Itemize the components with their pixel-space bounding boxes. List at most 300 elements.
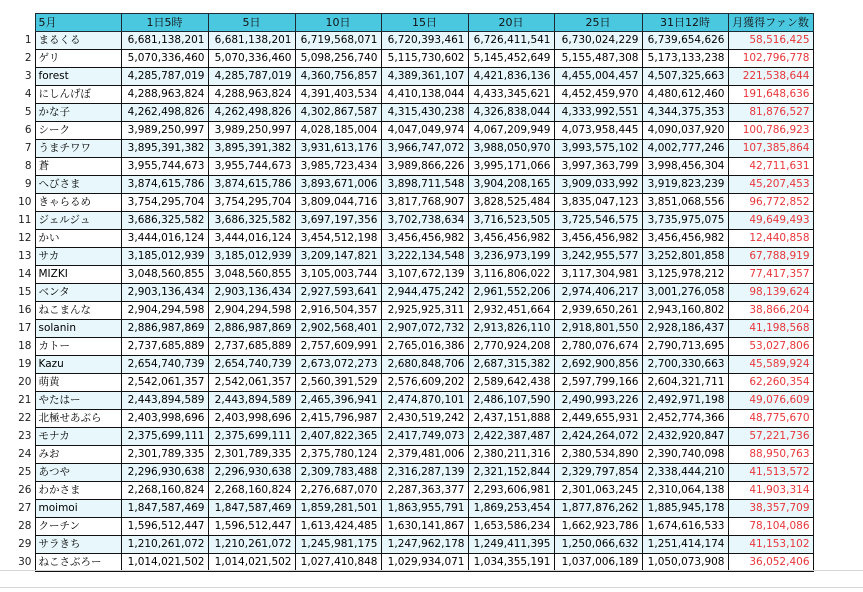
fan-count-cell[interactable]: 1,877,876,262 <box>554 500 642 518</box>
fan-count-cell[interactable]: 3,001,276,058 <box>642 284 728 302</box>
fan-count-cell[interactable]: 1,653,586,234 <box>468 518 554 536</box>
fan-count-cell[interactable]: 3,125,978,212 <box>642 266 728 284</box>
fan-count-cell[interactable]: 2,316,287,139 <box>381 464 468 482</box>
player-name-cell[interactable]: サカ <box>35 248 121 266</box>
fan-count-cell[interactable]: 3,185,012,939 <box>208 248 295 266</box>
fan-count-cell[interactable]: 2,268,160,824 <box>121 482 208 500</box>
fan-count-cell[interactable]: 6,681,138,201 <box>208 32 295 50</box>
fan-count-cell[interactable]: 1,249,411,395 <box>468 536 554 554</box>
row-number[interactable]: 9 <box>0 176 35 194</box>
fan-count-cell[interactable]: 3,716,523,505 <box>468 212 554 230</box>
player-name-cell[interactable]: かな子 <box>35 104 121 122</box>
fan-count-cell[interactable]: 5,070,336,460 <box>208 50 295 68</box>
fan-count-cell[interactable]: 2,329,797,854 <box>554 464 642 482</box>
monthly-fans-cell[interactable]: 57,221,736 <box>728 428 813 446</box>
fan-count-cell[interactable]: 4,315,430,238 <box>381 104 468 122</box>
fan-count-cell[interactable]: 1,885,945,178 <box>642 500 728 518</box>
fan-count-cell[interactable]: 1,662,923,786 <box>554 518 642 536</box>
fan-count-cell[interactable]: 6,730,024,229 <box>554 32 642 50</box>
fan-count-cell[interactable]: 2,296,930,638 <box>121 464 208 482</box>
fan-count-cell[interactable]: 3,697,197,356 <box>295 212 381 230</box>
fan-count-cell[interactable]: 2,390,740,098 <box>642 446 728 464</box>
fan-count-cell[interactable]: 3,895,391,382 <box>121 140 208 158</box>
monthly-fans-cell[interactable]: 49,076,609 <box>728 392 813 410</box>
fan-count-cell[interactable]: 2,903,136,434 <box>121 284 208 302</box>
row-number[interactable]: 27 <box>0 500 35 518</box>
row-number[interactable]: 11 <box>0 212 35 230</box>
fan-count-cell[interactable]: 4,410,138,044 <box>381 86 468 104</box>
fan-count-cell[interactable]: 3,456,456,982 <box>554 230 642 248</box>
monthly-fans-cell[interactable]: 88,950,763 <box>728 446 813 464</box>
fan-count-cell[interactable]: 2,268,160,824 <box>208 482 295 500</box>
monthly-fans-cell[interactable]: 107,385,864 <box>728 140 813 158</box>
fan-count-cell[interactable]: 3,444,016,124 <box>121 230 208 248</box>
monthly-fans-cell[interactable]: 41,903,314 <box>728 482 813 500</box>
fan-count-cell[interactable]: 3,909,033,992 <box>554 176 642 194</box>
fan-count-cell[interactable]: 4,333,992,551 <box>554 104 642 122</box>
fan-count-cell[interactable]: 3,048,560,855 <box>121 266 208 284</box>
fan-count-cell[interactable]: 3,117,304,981 <box>554 266 642 284</box>
fan-count-cell[interactable]: 2,886,987,869 <box>121 320 208 338</box>
fan-count-cell[interactable]: 2,380,534,890 <box>554 446 642 464</box>
player-name-cell[interactable]: うまチワワ <box>35 140 121 158</box>
fan-count-cell[interactable]: 3,931,613,176 <box>295 140 381 158</box>
fan-count-cell[interactable]: 1,014,021,502 <box>208 554 295 572</box>
monthly-fans-cell[interactable]: 41,513,572 <box>728 464 813 482</box>
fan-count-cell[interactable]: 2,916,504,357 <box>295 302 381 320</box>
fan-count-cell[interactable]: 3,725,546,575 <box>554 212 642 230</box>
fan-count-cell[interactable]: 3,966,747,072 <box>381 140 468 158</box>
fan-count-cell[interactable]: 2,943,160,802 <box>642 302 728 320</box>
column-header[interactable]: 月獲得ファン数 <box>728 14 813 32</box>
fan-count-cell[interactable]: 3,735,975,075 <box>642 212 728 230</box>
fan-count-cell[interactable]: 2,492,971,198 <box>642 392 728 410</box>
fan-count-cell[interactable]: 2,932,451,664 <box>468 302 554 320</box>
fan-count-cell[interactable]: 2,474,870,101 <box>381 392 468 410</box>
fan-count-cell[interactable]: 3,105,003,744 <box>295 266 381 284</box>
row-number[interactable]: 14 <box>0 266 35 284</box>
fan-count-cell[interactable]: 3,874,615,786 <box>208 176 295 194</box>
monthly-fans-cell[interactable]: 78,104,086 <box>728 518 813 536</box>
fan-count-cell[interactable]: 2,375,699,111 <box>121 428 208 446</box>
fan-count-cell[interactable]: 2,310,064,138 <box>642 482 728 500</box>
player-name-cell[interactable]: ねこまんな <box>35 302 121 320</box>
monthly-fans-cell[interactable]: 45,589,924 <box>728 356 813 374</box>
monthly-fans-cell[interactable]: 12,440,858 <box>728 230 813 248</box>
fan-count-cell[interactable]: 1,251,414,174 <box>642 536 728 554</box>
monthly-fans-cell[interactable]: 221,538,644 <box>728 68 813 86</box>
player-name-cell[interactable]: サラきち <box>35 536 121 554</box>
fan-count-cell[interactable]: 4,421,836,136 <box>468 68 554 86</box>
fan-count-cell[interactable]: 4,302,867,587 <box>295 104 381 122</box>
fan-count-cell[interactable]: 4,002,777,246 <box>642 140 728 158</box>
fan-count-cell[interactable]: 2,338,444,210 <box>642 464 728 482</box>
fan-count-cell[interactable]: 5,098,256,740 <box>295 50 381 68</box>
fan-count-cell[interactable]: 2,904,294,598 <box>208 302 295 320</box>
fan-count-cell[interactable]: 2,276,687,070 <box>295 482 381 500</box>
fan-count-cell[interactable]: 3,048,560,855 <box>208 266 295 284</box>
fan-count-cell[interactable]: 2,422,387,487 <box>468 428 554 446</box>
row-number[interactable]: 21 <box>0 392 35 410</box>
fan-count-cell[interactable]: 2,301,789,335 <box>121 446 208 464</box>
fan-count-cell[interactable]: 3,222,134,548 <box>381 248 468 266</box>
fan-count-cell[interactable]: 1,630,141,867 <box>381 518 468 536</box>
fan-count-cell[interactable]: 2,737,685,889 <box>121 338 208 356</box>
fan-count-cell[interactable]: 2,918,801,550 <box>554 320 642 338</box>
fan-count-cell[interactable]: 4,285,787,019 <box>121 68 208 86</box>
fan-count-cell[interactable]: 2,301,789,335 <box>208 446 295 464</box>
fan-count-cell[interactable]: 2,961,552,206 <box>468 284 554 302</box>
player-name-cell[interactable]: わかさま <box>35 482 121 500</box>
player-name-cell[interactable]: かい <box>35 230 121 248</box>
monthly-fans-cell[interactable]: 45,207,453 <box>728 176 813 194</box>
monthly-fans-cell[interactable]: 53,027,806 <box>728 338 813 356</box>
fan-count-cell[interactable]: 4,073,958,445 <box>554 122 642 140</box>
fan-count-cell[interactable]: 4,455,004,457 <box>554 68 642 86</box>
fan-count-cell[interactable]: 4,389,361,107 <box>381 68 468 86</box>
column-header[interactable]: 25日 <box>554 14 642 32</box>
row-number[interactable]: 3 <box>0 68 35 86</box>
fan-count-cell[interactable]: 2,944,475,242 <box>381 284 468 302</box>
fan-count-cell[interactable]: 1,050,073,908 <box>642 554 728 572</box>
fan-count-cell[interactable]: 2,925,925,311 <box>381 302 468 320</box>
fan-count-cell[interactable]: 3,998,456,304 <box>642 158 728 176</box>
fan-count-cell[interactable]: 2,700,330,663 <box>642 356 728 374</box>
fan-count-cell[interactable]: 1,596,512,447 <box>208 518 295 536</box>
fan-count-cell[interactable]: 4,344,375,353 <box>642 104 728 122</box>
monthly-fans-cell[interactable]: 96,772,852 <box>728 194 813 212</box>
fan-count-cell[interactable]: 2,907,072,732 <box>381 320 468 338</box>
fan-count-cell[interactable]: 2,486,107,590 <box>468 392 554 410</box>
monthly-fans-cell[interactable]: 38,866,204 <box>728 302 813 320</box>
fan-count-cell[interactable]: 3,754,295,704 <box>208 194 295 212</box>
fan-count-cell[interactable]: 2,293,606,981 <box>468 482 554 500</box>
fan-count-cell[interactable]: 6,719,568,071 <box>295 32 381 50</box>
monthly-fans-cell[interactable]: 38,357,709 <box>728 500 813 518</box>
fan-count-cell[interactable]: 3,993,575,102 <box>554 140 642 158</box>
fan-count-cell[interactable]: 2,430,519,242 <box>381 410 468 428</box>
monthly-fans-cell[interactable]: 102,796,778 <box>728 50 813 68</box>
player-name-cell[interactable]: ゲリ <box>35 50 121 68</box>
fan-count-cell[interactable]: 5,173,133,238 <box>642 50 728 68</box>
fan-count-cell[interactable]: 5,145,452,649 <box>468 50 554 68</box>
row-number[interactable]: 25 <box>0 464 35 482</box>
fan-count-cell[interactable]: 2,927,593,641 <box>295 284 381 302</box>
fan-count-cell[interactable]: 3,236,973,199 <box>468 248 554 266</box>
player-name-cell[interactable]: あつや <box>35 464 121 482</box>
monthly-fans-cell[interactable]: 81,876,527 <box>728 104 813 122</box>
fan-count-cell[interactable]: 2,790,713,695 <box>642 338 728 356</box>
monthly-fans-cell[interactable]: 41,153,102 <box>728 536 813 554</box>
player-name-cell[interactable]: 萌黄 <box>35 374 121 392</box>
fan-count-cell[interactable]: 3,209,147,821 <box>295 248 381 266</box>
fan-count-cell[interactable]: 2,673,072,273 <box>295 356 381 374</box>
fan-count-cell[interactable]: 1,034,355,191 <box>468 554 554 572</box>
fan-count-cell[interactable]: 3,997,363,799 <box>554 158 642 176</box>
fan-count-cell[interactable]: 4,326,838,044 <box>468 104 554 122</box>
fan-count-cell[interactable]: 2,576,609,202 <box>381 374 468 392</box>
fan-count-cell[interactable]: 6,720,393,461 <box>381 32 468 50</box>
fan-count-cell[interactable]: 1,863,955,791 <box>381 500 468 518</box>
player-name-cell[interactable]: にしんげぼ <box>35 86 121 104</box>
column-header[interactable]: 15日 <box>381 14 468 32</box>
row-number[interactable]: 18 <box>0 338 35 356</box>
fan-count-cell[interactable]: 4,067,209,949 <box>468 122 554 140</box>
fan-count-cell[interactable]: 2,928,186,437 <box>642 320 728 338</box>
fan-count-cell[interactable]: 2,765,016,386 <box>381 338 468 356</box>
fan-count-cell[interactable]: 4,391,403,534 <box>295 86 381 104</box>
fan-count-cell[interactable]: 3,809,044,716 <box>295 194 381 212</box>
column-header[interactable]: 10日 <box>295 14 381 32</box>
fan-count-cell[interactable]: 2,903,136,434 <box>208 284 295 302</box>
fan-count-cell[interactable]: 2,654,740,739 <box>208 356 295 374</box>
fan-count-cell[interactable]: 4,433,345,621 <box>468 86 554 104</box>
fan-count-cell[interactable]: 3,444,016,124 <box>208 230 295 248</box>
player-name-cell[interactable]: ジェルジュ <box>35 212 121 230</box>
row-number[interactable]: 4 <box>0 86 35 104</box>
column-header[interactable]: 5月 <box>35 14 121 32</box>
fan-count-cell[interactable]: 2,301,063,245 <box>554 482 642 500</box>
player-name-cell[interactable]: みお <box>35 446 121 464</box>
row-number[interactable]: 8 <box>0 158 35 176</box>
fan-count-cell[interactable]: 2,443,894,589 <box>121 392 208 410</box>
fan-count-cell[interactable]: 3,895,391,382 <box>208 140 295 158</box>
fan-count-cell[interactable]: 3,817,768,907 <box>381 194 468 212</box>
column-header[interactable]: 5日 <box>208 14 295 32</box>
fan-count-cell[interactable]: 3,989,250,997 <box>208 122 295 140</box>
row-number[interactable]: 6 <box>0 122 35 140</box>
fan-count-cell[interactable]: 2,407,822,365 <box>295 428 381 446</box>
fan-count-cell[interactable]: 2,321,152,844 <box>468 464 554 482</box>
fan-count-cell[interactable]: 3,995,171,066 <box>468 158 554 176</box>
player-name-cell[interactable]: シーク <box>35 122 121 140</box>
player-name-cell[interactable]: ねこさぶろー <box>35 554 121 572</box>
fan-count-cell[interactable]: 5,115,730,602 <box>381 50 468 68</box>
fan-count-cell[interactable]: 2,680,848,706 <box>381 356 468 374</box>
fan-count-cell[interactable]: 2,437,151,888 <box>468 410 554 428</box>
fan-count-cell[interactable]: 3,989,866,226 <box>381 158 468 176</box>
fan-count-cell[interactable]: 4,262,498,826 <box>121 104 208 122</box>
fan-count-cell[interactable]: 3,904,208,165 <box>468 176 554 194</box>
fan-count-cell[interactable]: 2,287,363,377 <box>381 482 468 500</box>
player-name-cell[interactable]: ベンタ <box>35 284 121 302</box>
fan-count-cell[interactable]: 3,456,456,982 <box>642 230 728 248</box>
fan-count-cell[interactable]: 2,560,391,529 <box>295 374 381 392</box>
fan-count-cell[interactable]: 2,654,740,739 <box>121 356 208 374</box>
fan-count-cell[interactable]: 2,490,993,226 <box>554 392 642 410</box>
monthly-fans-cell[interactable]: 42,711,631 <box>728 158 813 176</box>
player-name-cell[interactable]: きゃらるめ <box>35 194 121 212</box>
fan-count-cell[interactable]: 2,443,894,589 <box>208 392 295 410</box>
fan-count-cell[interactable]: 1,859,281,501 <box>295 500 381 518</box>
fan-count-cell[interactable]: 3,107,672,139 <box>381 266 468 284</box>
column-header[interactable]: 31日12時 <box>642 14 728 32</box>
fan-count-cell[interactable]: 1,014,021,502 <box>121 554 208 572</box>
fan-count-cell[interactable]: 2,757,609,991 <box>295 338 381 356</box>
fan-count-cell[interactable]: 4,262,498,826 <box>208 104 295 122</box>
fan-count-cell[interactable]: 2,604,321,711 <box>642 374 728 392</box>
fan-count-cell[interactable]: 1,596,512,447 <box>121 518 208 536</box>
fan-count-cell[interactable]: 2,432,920,847 <box>642 428 728 446</box>
fan-count-cell[interactable]: 4,452,459,970 <box>554 86 642 104</box>
row-number[interactable]: 28 <box>0 518 35 536</box>
row-number[interactable]: 13 <box>0 248 35 266</box>
fan-count-cell[interactable]: 6,726,411,541 <box>468 32 554 50</box>
monthly-fans-cell[interactable]: 62,260,354 <box>728 374 813 392</box>
fan-count-cell[interactable]: 4,288,963,824 <box>121 86 208 104</box>
fan-count-cell[interactable]: 1,245,981,175 <box>295 536 381 554</box>
fan-count-cell[interactable]: 2,375,699,111 <box>208 428 295 446</box>
monthly-fans-cell[interactable]: 191,648,636 <box>728 86 813 104</box>
row-number[interactable]: 29 <box>0 536 35 554</box>
fan-count-cell[interactable]: 1,210,261,072 <box>121 536 208 554</box>
fan-count-cell[interactable]: 1,029,934,071 <box>381 554 468 572</box>
monthly-fans-cell[interactable]: 49,649,493 <box>728 212 813 230</box>
fan-count-cell[interactable]: 3,242,955,577 <box>554 248 642 266</box>
fan-count-cell[interactable]: 2,913,826,110 <box>468 320 554 338</box>
fan-count-cell[interactable]: 1,869,253,454 <box>468 500 554 518</box>
fan-count-cell[interactable]: 2,542,061,357 <box>208 374 295 392</box>
fan-count-cell[interactable]: 3,955,744,673 <box>208 158 295 176</box>
player-name-cell[interactable]: クーチン <box>35 518 121 536</box>
monthly-fans-cell[interactable]: 36,052,406 <box>728 554 813 572</box>
fan-count-cell[interactable]: 2,380,211,316 <box>468 446 554 464</box>
fan-count-cell[interactable]: 3,988,050,970 <box>468 140 554 158</box>
fan-count-cell[interactable]: 2,465,396,941 <box>295 392 381 410</box>
monthly-fans-cell[interactable]: 77,417,357 <box>728 266 813 284</box>
fan-count-cell[interactable]: 1,037,006,189 <box>554 554 642 572</box>
player-name-cell[interactable]: カトー <box>35 338 121 356</box>
fan-count-cell[interactable]: 3,116,806,022 <box>468 266 554 284</box>
row-number[interactable]: 15 <box>0 284 35 302</box>
fan-count-cell[interactable]: 3,686,325,582 <box>121 212 208 230</box>
fan-count-cell[interactable]: 3,835,047,123 <box>554 194 642 212</box>
row-number[interactable]: 30 <box>0 554 35 572</box>
row-number[interactable]: 19 <box>0 356 35 374</box>
fan-count-cell[interactable]: 3,686,325,582 <box>208 212 295 230</box>
fan-count-cell[interactable]: 5,155,487,308 <box>554 50 642 68</box>
row-number[interactable]: 10 <box>0 194 35 212</box>
player-name-cell[interactable]: solanin <box>35 320 121 338</box>
monthly-fans-cell[interactable]: 48,775,670 <box>728 410 813 428</box>
row-number[interactable]: 26 <box>0 482 35 500</box>
row-number[interactable]: 1 <box>0 32 35 50</box>
fan-count-cell[interactable]: 3,985,723,434 <box>295 158 381 176</box>
fan-count-cell[interactable]: 1,247,962,178 <box>381 536 468 554</box>
row-number[interactable]: 7 <box>0 140 35 158</box>
fan-count-cell[interactable]: 2,542,061,357 <box>121 374 208 392</box>
fan-count-cell[interactable]: 2,309,783,488 <box>295 464 381 482</box>
fan-count-cell[interactable]: 4,288,963,824 <box>208 86 295 104</box>
player-name-cell[interactable]: 蒼 <box>35 158 121 176</box>
fan-count-cell[interactable]: 1,613,424,485 <box>295 518 381 536</box>
fan-count-cell[interactable]: 2,403,998,696 <box>208 410 295 428</box>
column-header[interactable]: 20日 <box>468 14 554 32</box>
monthly-fans-cell[interactable]: 100,786,923 <box>728 122 813 140</box>
fan-count-cell[interactable]: 3,874,615,786 <box>121 176 208 194</box>
fan-count-cell[interactable]: 3,185,012,939 <box>121 248 208 266</box>
fan-count-cell[interactable]: 6,739,654,626 <box>642 32 728 50</box>
fan-count-cell[interactable]: 1,847,587,469 <box>121 500 208 518</box>
fan-count-cell[interactable]: 1,847,587,469 <box>208 500 295 518</box>
fan-count-cell[interactable]: 2,886,987,869 <box>208 320 295 338</box>
row-number[interactable]: 23 <box>0 428 35 446</box>
fan-count-cell[interactable]: 5,070,336,460 <box>121 50 208 68</box>
row-number[interactable]: 16 <box>0 302 35 320</box>
fan-count-cell[interactable]: 2,737,685,889 <box>208 338 295 356</box>
fan-count-cell[interactable]: 4,028,185,004 <box>295 122 381 140</box>
fan-count-cell[interactable]: 2,692,900,856 <box>554 356 642 374</box>
fan-count-cell[interactable]: 2,417,749,073 <box>381 428 468 446</box>
fan-count-cell[interactable]: 2,415,796,987 <box>295 410 381 428</box>
fan-count-cell[interactable]: 4,047,049,974 <box>381 122 468 140</box>
fan-count-cell[interactable]: 4,360,756,857 <box>295 68 381 86</box>
fan-count-cell[interactable]: 4,090,037,920 <box>642 122 728 140</box>
fan-count-cell[interactable]: 3,754,295,704 <box>121 194 208 212</box>
row-number[interactable]: 2 <box>0 50 35 68</box>
monthly-fans-cell[interactable]: 67,788,919 <box>728 248 813 266</box>
monthly-fans-cell[interactable]: 41,198,568 <box>728 320 813 338</box>
fan-count-cell[interactable]: 1,250,066,632 <box>554 536 642 554</box>
fan-count-cell[interactable]: 2,770,924,208 <box>468 338 554 356</box>
fan-count-cell[interactable]: 2,424,264,072 <box>554 428 642 446</box>
fan-count-cell[interactable]: 2,939,650,261 <box>554 302 642 320</box>
fan-count-cell[interactable]: 1,210,261,072 <box>208 536 295 554</box>
fan-count-cell[interactable]: 2,589,642,438 <box>468 374 554 392</box>
player-name-cell[interactable]: forest <box>35 68 121 86</box>
fan-count-cell[interactable]: 3,456,456,982 <box>468 230 554 248</box>
fan-count-cell[interactable]: 4,480,612,460 <box>642 86 728 104</box>
fan-count-cell[interactable]: 3,851,068,556 <box>642 194 728 212</box>
monthly-fans-cell[interactable]: 98,139,624 <box>728 284 813 302</box>
row-number[interactable]: 17 <box>0 320 35 338</box>
fan-count-cell[interactable]: 2,780,076,674 <box>554 338 642 356</box>
fan-count-cell[interactable]: 1,674,616,533 <box>642 518 728 536</box>
fan-count-cell[interactable]: 3,252,801,858 <box>642 248 728 266</box>
fan-count-cell[interactable]: 3,454,512,198 <box>295 230 381 248</box>
fan-count-cell[interactable]: 3,955,744,673 <box>121 158 208 176</box>
fan-count-cell[interactable]: 2,375,780,124 <box>295 446 381 464</box>
fan-count-cell[interactable]: 4,507,325,663 <box>642 68 728 86</box>
monthly-fans-cell[interactable]: 58,516,425 <box>728 32 813 50</box>
fan-count-cell[interactable]: 2,296,930,638 <box>208 464 295 482</box>
fan-count-cell[interactable]: 2,403,998,696 <box>121 410 208 428</box>
row-number[interactable]: 12 <box>0 230 35 248</box>
row-number[interactable]: 22 <box>0 410 35 428</box>
fan-count-cell[interactable]: 3,898,711,548 <box>381 176 468 194</box>
fan-count-cell[interactable]: 3,702,738,634 <box>381 212 468 230</box>
player-name-cell[interactable]: モナカ <box>35 428 121 446</box>
fan-count-cell[interactable]: 2,597,799,166 <box>554 374 642 392</box>
row-number-corner[interactable] <box>0 14 35 32</box>
fan-count-cell[interactable]: 4,285,787,019 <box>208 68 295 86</box>
fan-count-cell[interactable]: 3,828,525,484 <box>468 194 554 212</box>
fan-count-cell[interactable]: 6,681,138,201 <box>121 32 208 50</box>
player-name-cell[interactable]: へびさま <box>35 176 121 194</box>
fan-count-cell[interactable]: 2,902,568,401 <box>295 320 381 338</box>
row-number[interactable]: 5 <box>0 104 35 122</box>
player-name-cell[interactable]: 北極せあぶら <box>35 410 121 428</box>
fan-count-cell[interactable]: 2,687,315,382 <box>468 356 554 374</box>
fan-count-cell[interactable]: 2,452,774,366 <box>642 410 728 428</box>
fan-count-cell[interactable]: 2,449,655,931 <box>554 410 642 428</box>
player-name-cell[interactable]: まるくる <box>35 32 121 50</box>
fan-count-cell[interactable]: 3,893,671,006 <box>295 176 381 194</box>
fan-count-cell[interactable]: 2,974,406,217 <box>554 284 642 302</box>
fan-count-cell[interactable]: 3,989,250,997 <box>121 122 208 140</box>
fan-count-cell[interactable]: 2,379,481,006 <box>381 446 468 464</box>
fan-count-cell[interactable]: 3,919,823,239 <box>642 176 728 194</box>
